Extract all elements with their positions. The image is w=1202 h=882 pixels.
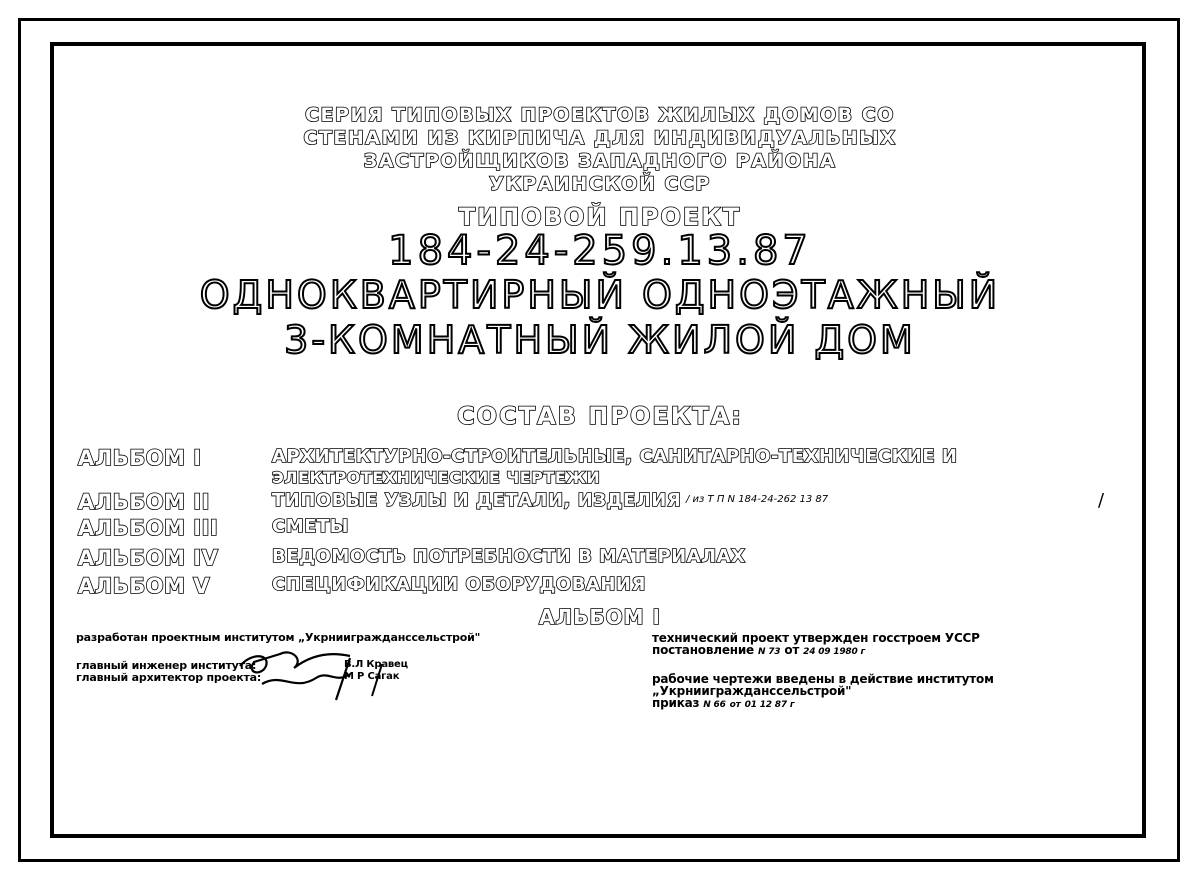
album-name: АЛЬБОМ III [78, 516, 219, 540]
album-name: АЛЬБОМ IV [78, 546, 219, 570]
album-row [0, 546, 1202, 568]
album-row [0, 490, 1202, 512]
project-title-line-1: ОДНОКВАРТИРНЫЙ ОДНОЭТАЖНЫЙ [199, 273, 1001, 317]
album-desc: ТИПОВЫЕ УЗЛЫ И ДЕТАЛИ, ИЗДЕЛИЯ [272, 490, 682, 511]
approval-number: N 73 [757, 647, 781, 657]
series-line-4: УКРАИНСКОЙ ССР [489, 173, 711, 195]
approval-from: от [784, 643, 800, 657]
album-name: АЛЬБОМ II [78, 490, 210, 514]
album-desc: ВЕДОМОСТЬ ПОТРЕБНОСТИ В МАТЕРИАЛАХ [272, 546, 746, 567]
series-line-2: СТЕНАМИ ИЗ КИРПИЧА ДЛЯ ИНДИВИДУАЛЬНЫХ [303, 127, 897, 149]
album-reference-end: / [1098, 490, 1105, 511]
chief-architect-name: М Р Сагак [344, 671, 400, 682]
series-line-3: ЗАСТРОЙЩИКОВ ЗАПАДНОГО РАЙОНА [363, 150, 837, 172]
album-row [0, 446, 1202, 468]
current-album: АЛЬБОМ I [539, 605, 661, 629]
approval-label: постановление [652, 643, 754, 657]
project-label: ТИПОВОЙ ПРОЕКТ [458, 203, 742, 231]
album-name: АЛЬБОМ I [78, 446, 202, 470]
workdocs-line-2: „Укрниигражданссельстрой" [652, 684, 852, 698]
order-label: приказ [652, 696, 700, 710]
workdocs-line-1: рабочие чертежи введены в действие институтом [652, 672, 994, 686]
album-desc: СПЕЦИФИКАЦИИ ОБОРУДОВАНИЯ [272, 574, 646, 595]
order-line [652, 696, 794, 710]
order-number: N 66 [703, 700, 726, 710]
album-name: АЛЬБОМ V [78, 574, 211, 598]
order-from: от [729, 700, 741, 710]
approval-line-2 [652, 643, 865, 657]
composition-title: СОСТАВ ПРОЕКТА: [457, 402, 743, 430]
chief-engineer-name: В.Л Кравец [344, 659, 408, 670]
project-number: 184-24-259.13.87 [388, 228, 812, 274]
album-row-continued [0, 468, 1202, 490]
chief-engineer-label: главный инженер института: [76, 659, 257, 672]
series-line-1: СЕРИЯ ТИПОВЫХ ПРОЕКТОВ ЖИЛЫХ ДОМОВ СО [305, 104, 895, 126]
developed-by: разработан проектным институтом „Укрниигражданссельстрой" [76, 631, 481, 644]
album-row [0, 516, 1202, 538]
album-desc-continued: ЭЛЕКТРОТЕХНИЧЕСКИЕ ЧЕРТЕЖИ [272, 468, 601, 487]
chief-architect-label: главный архитектор проекта: [76, 671, 262, 684]
approval-line-1: технический проект утвержден госстроем УССР [652, 631, 980, 645]
album-desc: СМЕТЫ [272, 516, 349, 537]
album-desc: АРХИТЕКТУРНО-СТРОИТЕЛЬНЫЕ, САНИТАРНО-ТЕХНИЧЕСКИЕ И [272, 446, 958, 467]
order-date: 01 12 87 г [744, 700, 795, 710]
album-reference: / из Т П N 184-24-262 13 87 [686, 494, 829, 505]
album-row [0, 574, 1202, 596]
approval-date: 24 09 1980 г [803, 647, 865, 657]
project-title-line-2: 3-КОМНАТНЫЙ ЖИЛОЙ ДОМ [284, 318, 916, 362]
